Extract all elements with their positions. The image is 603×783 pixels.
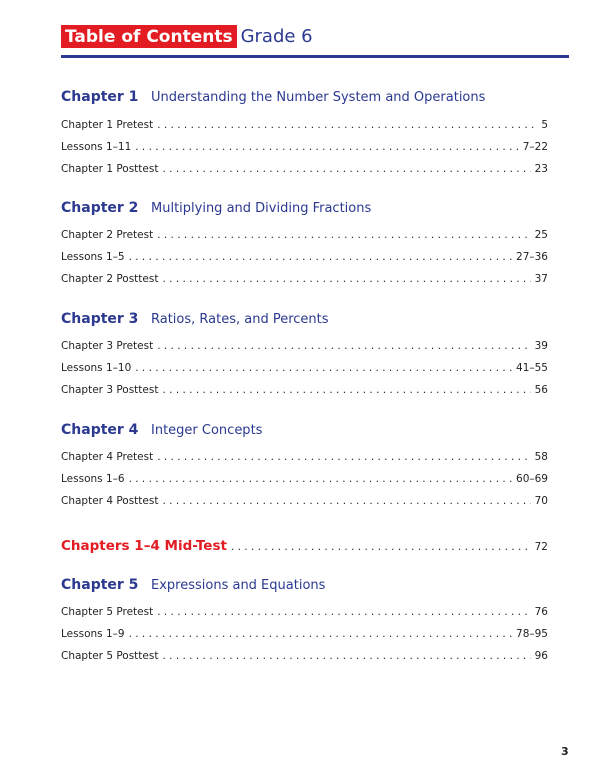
entry-label: Lessons 1–6 bbox=[61, 473, 125, 485]
dot-leader bbox=[162, 273, 530, 285]
entry-page: 96 bbox=[534, 650, 548, 662]
chapter-title: Expressions and Equations bbox=[151, 578, 326, 593]
dot-leader bbox=[157, 340, 530, 352]
header bbox=[61, 25, 313, 48]
entry-page: 39 bbox=[534, 340, 548, 352]
entry-page: 37 bbox=[534, 273, 548, 285]
chapter-heading bbox=[61, 200, 371, 216]
dot-leader bbox=[157, 229, 530, 241]
dot-leader bbox=[129, 251, 512, 263]
entry-page: 56 bbox=[534, 384, 548, 396]
entry-page: 5 bbox=[541, 119, 548, 131]
dot-leader bbox=[135, 362, 512, 374]
grade-label: Grade 6 bbox=[240, 26, 313, 47]
dot-leader bbox=[129, 473, 512, 485]
toc-entry[interactable] bbox=[61, 473, 548, 485]
toc-entry[interactable] bbox=[61, 340, 548, 352]
entry-page: 23 bbox=[534, 163, 548, 175]
chapter-number: Chapter 1 bbox=[61, 89, 139, 105]
entry-label: Chapter 5 Pretest bbox=[61, 606, 154, 618]
midtest-entry[interactable] bbox=[61, 538, 548, 554]
chapter-title: Ratios, Rates, and Percents bbox=[151, 312, 329, 327]
header-rule bbox=[61, 55, 569, 58]
dot-leader bbox=[162, 384, 530, 396]
entry-label: Chapter 3 Pretest bbox=[61, 340, 154, 352]
entry-label: Chapter 3 Posttest bbox=[61, 384, 159, 396]
entry-label: Chapter 2 Posttest bbox=[61, 273, 159, 285]
dot-leader bbox=[162, 163, 530, 175]
entry-page: 7–22 bbox=[522, 141, 548, 153]
entry-label: Chapter 1 Posttest bbox=[61, 163, 159, 175]
dot-leader bbox=[162, 495, 530, 507]
toc-entry[interactable] bbox=[61, 119, 548, 131]
entry-label: Chapter 2 Pretest bbox=[61, 229, 154, 241]
chapter-number: Chapter 4 bbox=[61, 422, 139, 438]
entry-label: Lessons 1–11 bbox=[61, 141, 132, 153]
entry-label: Chapter 4 Pretest bbox=[61, 451, 154, 463]
entry-label: Lessons 1–5 bbox=[61, 251, 125, 263]
entry-label: Lessons 1–9 bbox=[61, 628, 125, 640]
toc-entry[interactable] bbox=[61, 362, 548, 374]
entry-label: Chapter 1 Pretest bbox=[61, 119, 154, 131]
chapter-heading bbox=[61, 577, 325, 593]
chapter-title: Integer Concepts bbox=[151, 423, 263, 438]
entry-page: 27–36 bbox=[516, 251, 548, 263]
chapter-number: Chapter 3 bbox=[61, 311, 139, 327]
entry-page: 76 bbox=[534, 606, 548, 618]
toc-entry[interactable] bbox=[61, 141, 548, 153]
dot-leader bbox=[157, 119, 537, 131]
toc-entry[interactable] bbox=[61, 628, 548, 640]
chapter-heading bbox=[61, 89, 485, 105]
chapter-title: Multiplying and Dividing Fractions bbox=[151, 201, 372, 216]
toc-entry[interactable] bbox=[61, 251, 548, 263]
dot-leader bbox=[162, 650, 530, 662]
chapter-heading bbox=[61, 311, 329, 327]
entry-page: 70 bbox=[534, 495, 548, 507]
toc-entry[interactable] bbox=[61, 650, 548, 662]
entry-page: 58 bbox=[534, 451, 548, 463]
toc-entry[interactable] bbox=[61, 495, 548, 507]
toc-title: Table of Contents bbox=[61, 25, 237, 48]
entry-page: 60–69 bbox=[516, 473, 548, 485]
toc-entry[interactable] bbox=[61, 451, 548, 463]
entry-label: Chapter 4 Posttest bbox=[61, 495, 159, 507]
page-number: 3 bbox=[561, 745, 569, 758]
dot-leader bbox=[157, 451, 530, 463]
entry-page: 41–55 bbox=[516, 362, 548, 374]
entry-page: 78–95 bbox=[516, 628, 548, 640]
entry-label: Lessons 1–10 bbox=[61, 362, 132, 374]
toc-entry[interactable] bbox=[61, 606, 548, 618]
toc-entry[interactable] bbox=[61, 229, 548, 241]
chapter-heading bbox=[61, 422, 262, 438]
entry-page: 25 bbox=[534, 229, 548, 241]
chapter-number: Chapter 2 bbox=[61, 200, 139, 216]
dot-leader bbox=[157, 606, 530, 618]
chapter-number: Chapter 5 bbox=[61, 577, 139, 593]
dot-leader bbox=[135, 141, 518, 153]
midtest-page: 72 bbox=[534, 541, 548, 553]
toc-entry[interactable] bbox=[61, 163, 548, 175]
dot-leader bbox=[129, 628, 512, 640]
toc-entry[interactable] bbox=[61, 273, 548, 285]
dot-leader bbox=[231, 541, 531, 553]
midtest-label: Chapters 1–4 Mid-Test bbox=[61, 538, 227, 554]
chapter-title: Understanding the Number System and Operations bbox=[151, 90, 486, 105]
toc-entry[interactable] bbox=[61, 384, 548, 396]
entry-label: Chapter 5 Posttest bbox=[61, 650, 159, 662]
